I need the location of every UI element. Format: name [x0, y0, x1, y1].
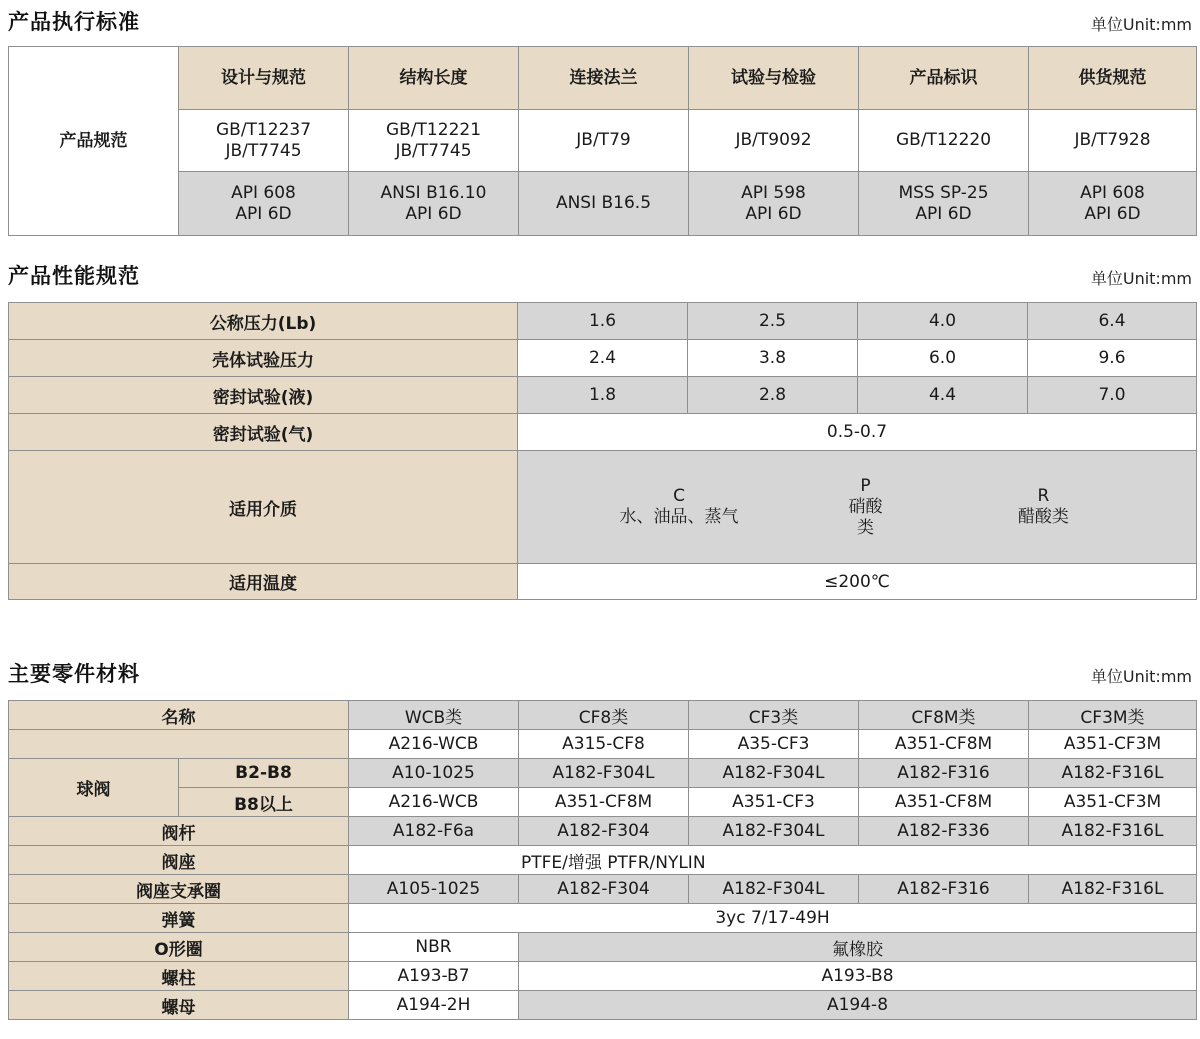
mat-label: 阀座 — [9, 846, 349, 875]
perf-value: 2.5 — [688, 303, 858, 340]
mat-value: A10-1025 — [349, 759, 519, 788]
std-cell: JB/T79 — [519, 110, 689, 172]
mat-value: A351-CF3M — [1029, 788, 1197, 817]
mat-value: A182-F304L — [689, 759, 859, 788]
std-cell: API 608 API 6D — [1029, 172, 1197, 236]
mat-sublabel: B2-B8 — [179, 759, 349, 788]
grade-cell: CF8M类 — [859, 701, 1029, 730]
grade-cell: WCB类 — [349, 701, 519, 730]
perf-value: 3.8 — [688, 340, 858, 377]
section-title: 主要零件材料 — [8, 662, 140, 686]
perf-value: 9.6 — [1028, 340, 1197, 377]
section-title: 产品性能规范 — [8, 264, 140, 288]
perf-value: 2.8 — [688, 377, 858, 414]
perf-value: 6.4 — [1028, 303, 1197, 340]
std-cell: JB/T9092 — [689, 110, 859, 172]
std-cell: GB/T12237 JB/T7745 — [179, 110, 349, 172]
header-cell: 设计与规范 — [179, 47, 349, 110]
mat-value: A194-2H — [349, 991, 519, 1020]
mat-value: A182-F316L — [1029, 817, 1197, 846]
mat-value: A351-CF3 — [689, 788, 859, 817]
header-cell: 连接法兰 — [519, 47, 689, 110]
unit-label: 单位Unit:mm — [1090, 269, 1192, 288]
mat-value: A351-CF8M — [859, 788, 1029, 817]
mat-value: A182-F304L — [519, 759, 689, 788]
section-header-materials — [8, 658, 1192, 688]
mat-value: A194-8 — [519, 991, 1197, 1020]
mat-value: A351-CF3M — [1029, 730, 1197, 759]
mat-value: A182-F304L — [689, 875, 859, 904]
mat-label: 球阀 — [9, 759, 179, 817]
perf-value: 7.0 — [1028, 377, 1197, 414]
grade-cell: CF3类 — [689, 701, 859, 730]
media-item: R 醋酸类 — [1017, 486, 1069, 527]
mat-value: A216-WCB — [349, 730, 519, 759]
header-cell: 试验与检验 — [689, 47, 859, 110]
media-item: C 水、油品、蒸气 — [619, 486, 739, 527]
perf-value: 4.4 — [858, 377, 1028, 414]
section-header-performance — [8, 260, 1192, 290]
mat-value: A182-F316L — [1029, 875, 1197, 904]
mat-label: 阀杆 — [9, 817, 349, 846]
mat-label: 名称 — [9, 701, 349, 730]
mat-value: A182-F304L — [689, 817, 859, 846]
mat-value: A351-CF8M — [859, 730, 1029, 759]
mat-label: 阀座支承圈 — [9, 875, 349, 904]
row-label-spec: 产品规范 — [9, 47, 179, 236]
std-cell: ANSI B16.5 — [519, 172, 689, 236]
header-cell: 供货规范 — [1029, 47, 1197, 110]
performance-table — [8, 302, 1197, 600]
mat-value: A35-CF3 — [689, 730, 859, 759]
perf-label: 壳体试验压力 — [9, 340, 518, 377]
media-cell — [518, 451, 1197, 564]
section-header-standards — [8, 6, 1192, 36]
header-cell: 结构长度 — [349, 47, 519, 110]
mat-label: 螺母 — [9, 991, 349, 1020]
unit-label: 单位Unit:mm — [1090, 667, 1192, 686]
std-cell: JB/T7928 — [1029, 110, 1197, 172]
grade-cell: CF3M类 — [1029, 701, 1197, 730]
perf-value: 4.0 — [858, 303, 1028, 340]
section-title: 产品执行标准 — [8, 10, 140, 34]
std-cell: API 608 API 6D — [179, 172, 349, 236]
mat-value: A216-WCB — [349, 788, 519, 817]
media-label: 适用介质 — [9, 451, 518, 564]
std-cell: GB/T12221 JB/T7745 — [349, 110, 519, 172]
mat-label-empty — [9, 730, 349, 759]
mat-value: A182-F304 — [519, 817, 689, 846]
std-cell: MSS SP-25 API 6D — [859, 172, 1029, 236]
temp-value: ≤200℃ — [518, 564, 1197, 600]
mat-value: A182-F336 — [859, 817, 1029, 846]
std-cell: ANSI B16.10 API 6D — [349, 172, 519, 236]
mat-value: A193-B7 — [349, 962, 519, 991]
header-cell: 产品标识 — [859, 47, 1029, 110]
mat-value: A182-F316 — [859, 875, 1029, 904]
mat-value: A182-F304 — [519, 875, 689, 904]
mat-value: A315-CF8 — [519, 730, 689, 759]
mat-value: 3yc 7/17-49H — [349, 904, 1197, 933]
std-cell: API 598 API 6D — [689, 172, 859, 236]
mat-value: A193-B8 — [519, 962, 1197, 991]
perf-value: 0.5-0.7 — [518, 414, 1197, 451]
mat-value: A182-F316L — [1029, 759, 1197, 788]
mat-label: 螺柱 — [9, 962, 349, 991]
unit-label: 单位Unit:mm — [1090, 15, 1192, 34]
standards-table — [8, 46, 1197, 236]
media-item: P 硝酸类 — [848, 475, 883, 538]
mat-value: 氟橡胶 — [519, 933, 1197, 962]
grade-cell: CF8类 — [519, 701, 689, 730]
mat-value: A351-CF8M — [519, 788, 689, 817]
mat-value: A182-F316 — [859, 759, 1029, 788]
perf-value: 1.8 — [518, 377, 688, 414]
temp-label: 适用温度 — [9, 564, 518, 600]
mat-value: PTFE/增强 PTFR/NYLIN — [349, 846, 1197, 875]
mat-sublabel: B8以上 — [179, 788, 349, 817]
perf-value: 2.4 — [518, 340, 688, 377]
mat-value: A182-F6a — [349, 817, 519, 846]
perf-value: 6.0 — [858, 340, 1028, 377]
materials-table — [8, 700, 1197, 1020]
mat-value: NBR — [349, 933, 519, 962]
perf-label: 密封试验(气) — [9, 414, 518, 451]
mat-label: 弹簧 — [9, 904, 349, 933]
perf-label: 公称压力(Lb) — [9, 303, 518, 340]
std-cell: GB/T12220 — [859, 110, 1029, 172]
perf-label: 密封试验(液) — [9, 377, 518, 414]
mat-label: O形圈 — [9, 933, 349, 962]
mat-value: A105-1025 — [349, 875, 519, 904]
perf-value: 1.6 — [518, 303, 688, 340]
